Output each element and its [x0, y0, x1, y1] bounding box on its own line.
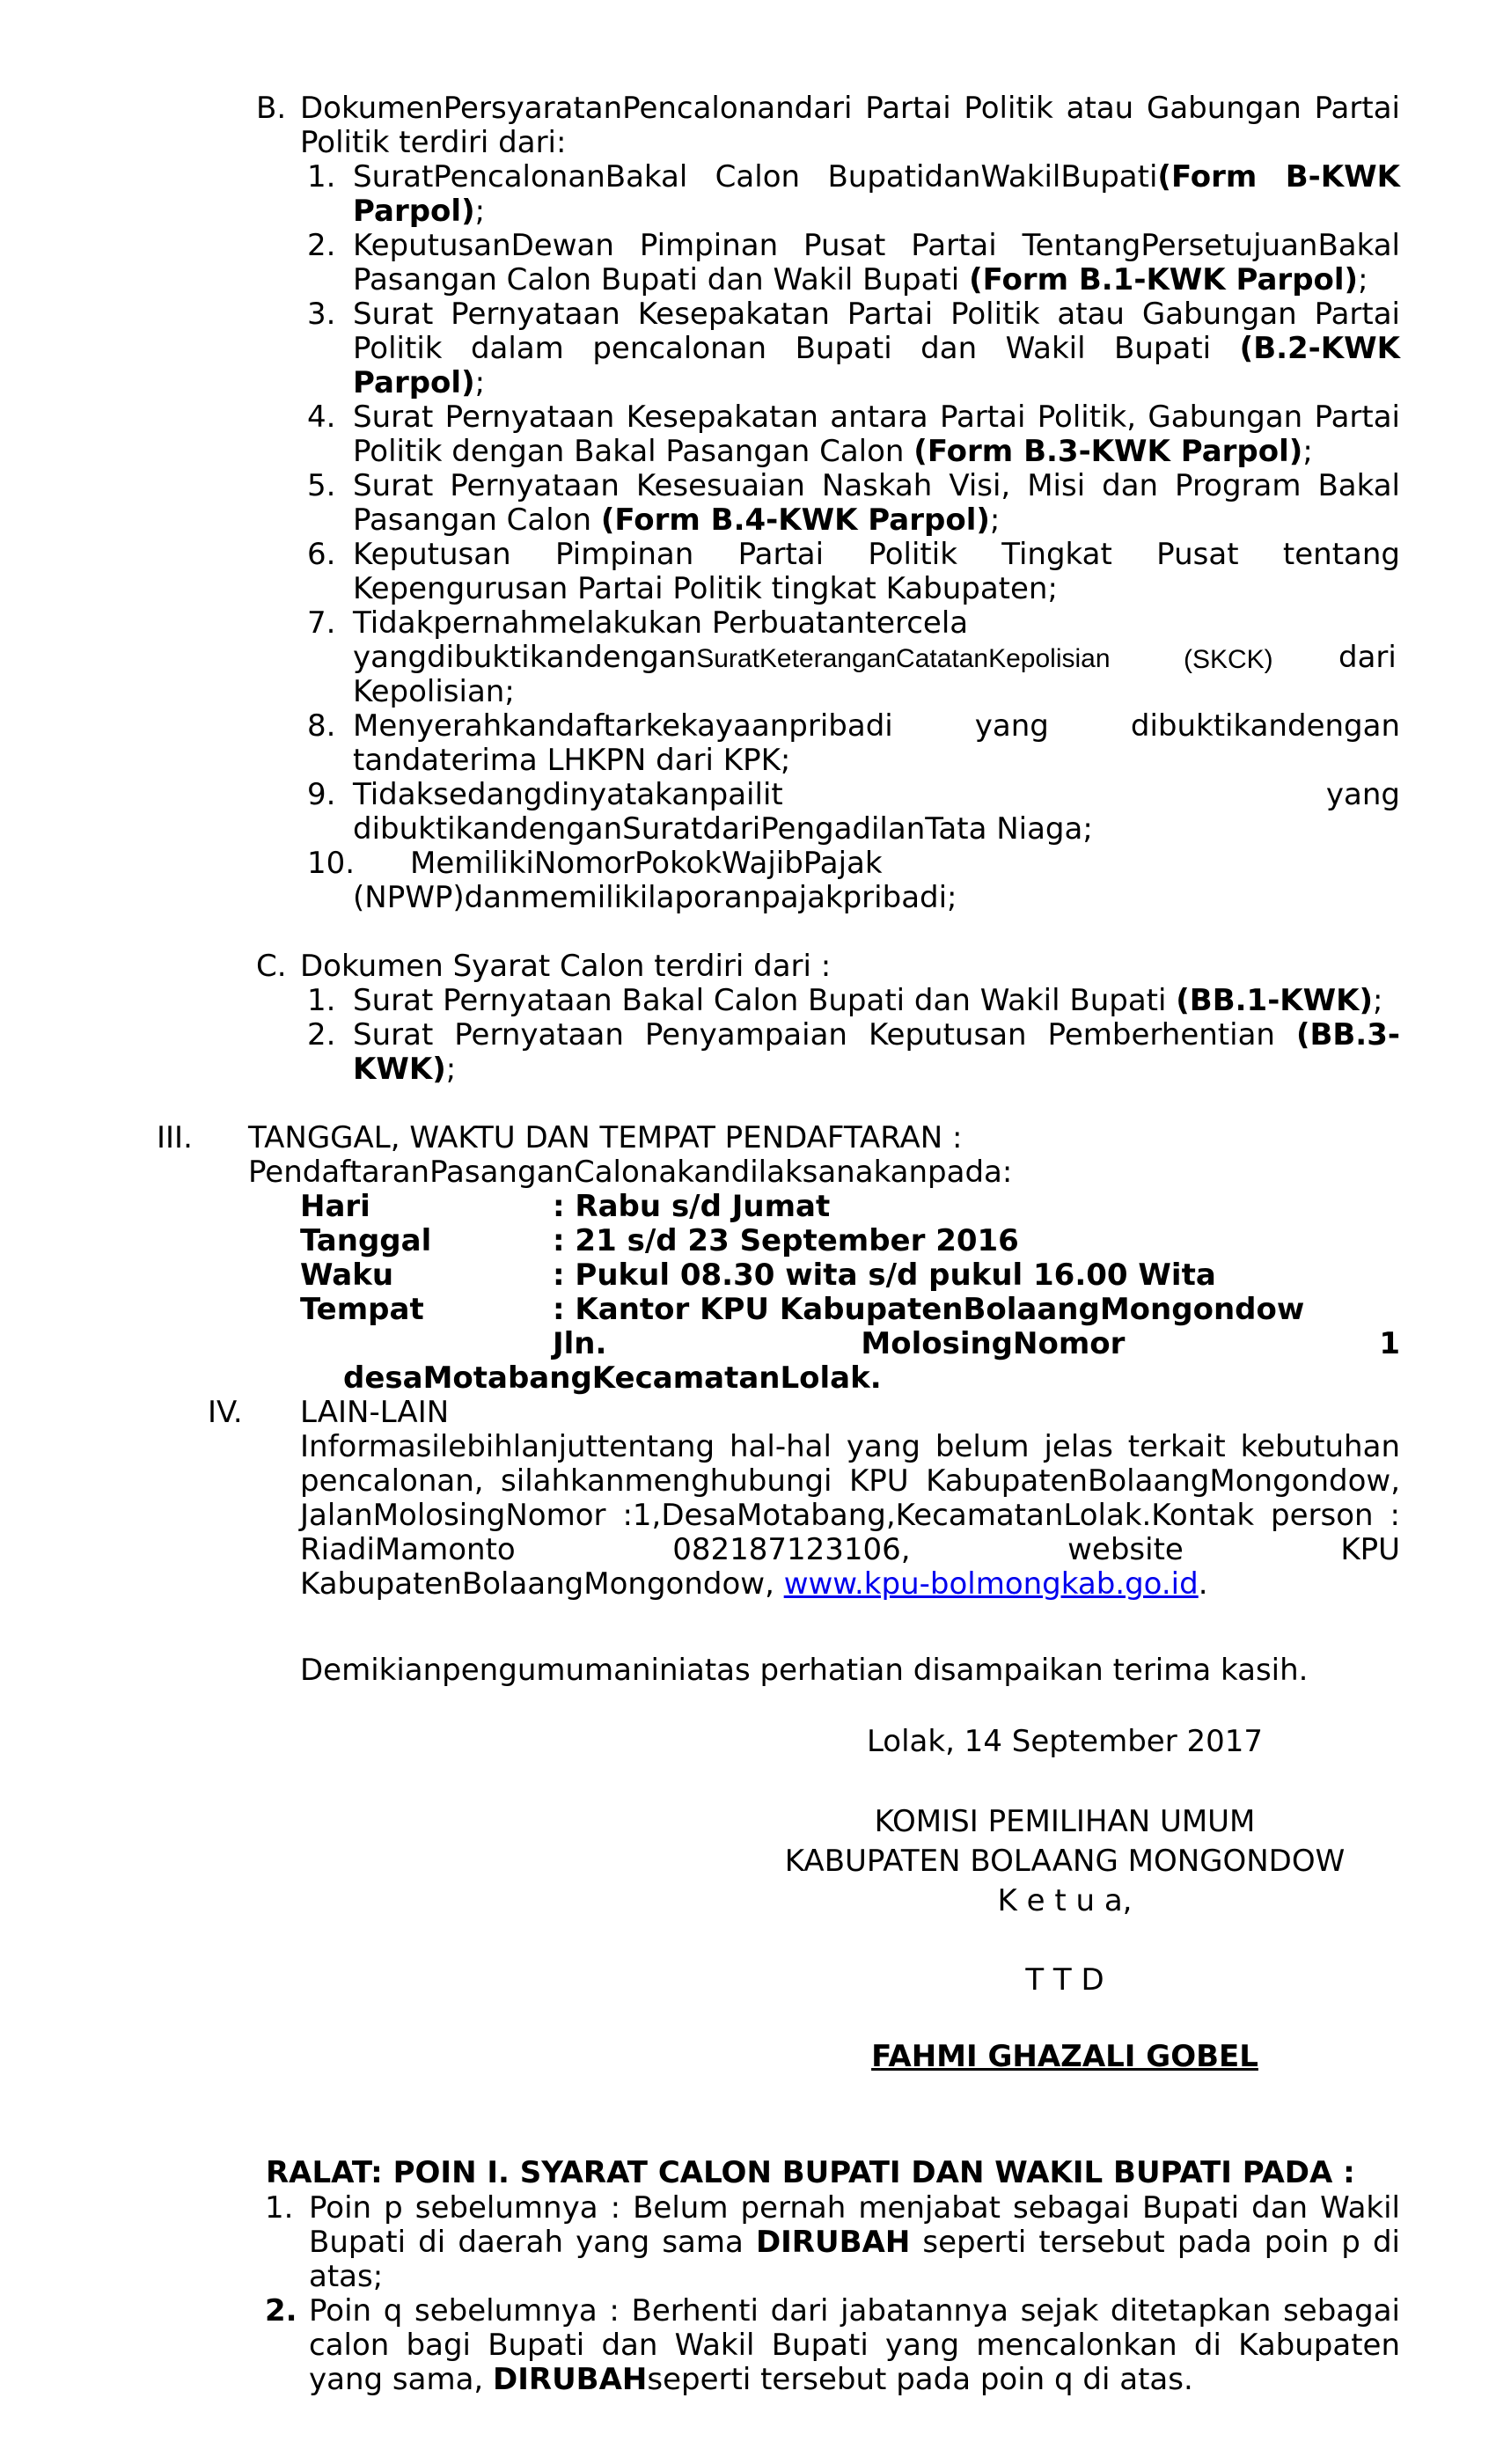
list-number: 5. [307, 468, 336, 503]
list-text-part: ; [1358, 262, 1368, 297]
list-text [353, 1018, 1400, 1052]
ralat-title: RALAT: POIN I. SYARAT CALON BUPATI DAN WAKIL BUPATI PADA : [266, 2155, 1355, 2190]
section-b-intro-line2: Politik terdiri dari: [300, 125, 567, 160]
list-text: Poin q sebelumnya : Berhenti dari jabatannya sejak ditetapkan sebagai [309, 2293, 1400, 2328]
website-link[interactable]: www.kpu-bolmongkab.go.id [783, 1566, 1199, 1602]
list-text-part: seperti tersebut pada poin q di atas. [647, 2362, 1193, 2397]
list-text-part: ; [474, 365, 486, 400]
section-iii-intro: PendaftaranPasanganCalonakandilaksanakanpada: [248, 1155, 1013, 1190]
list-text-part: Surat Pernyataan Penyampaian Keputusan Pemberhentian [353, 1017, 1296, 1052]
organization-line1: KOMISI PEMILIHAN UMUM [874, 1804, 1256, 1839]
organization-line2: KABUPATEN BOLAANG MONGONDOW [784, 1844, 1346, 1879]
list-text [353, 332, 1400, 366]
list-text: Menyerahkandaftarkekayaanpribadi yang dibuktikandengan [353, 708, 1400, 744]
list-text: Kepengurusan Partai Politik tingkat Kabupaten; [353, 571, 1058, 606]
section-b-intro-line1: DokumenPersyaratanPencalonandari Partai Politik atau Gabungan Partai [300, 91, 1400, 126]
list-text-part: yangdibuktikandengan [353, 640, 697, 675]
list-number: 2. [265, 2293, 297, 2328]
section-iii-roman: III. [157, 1120, 193, 1155]
emphasis-text: DIRUBAH [493, 2362, 648, 2397]
list-text: Keputusan Pimpinan Partai Politik Tingkat Pusat tentang [353, 537, 1400, 572]
schedule-address-last: desaMotabangKecamatanLolak. [343, 1360, 882, 1396]
signature-ttd: T T D [1025, 1962, 1104, 1998]
list-number: 1. [265, 2190, 294, 2226]
list-text-part: Surat Pernyataan Bakal Calon Bupati dan Wakil Bupati [353, 983, 1177, 1018]
list-text [353, 160, 1400, 194]
list-text-part: Politik dalam pencalonan Bupati dan Wakil Bupati [353, 331, 1240, 366]
section-iv-paragraph: pencalonan, silahkanmenghubungi KPU KabupatenBolaangMongondow, [300, 1463, 1400, 1499]
list-text: KeputusanDewan Pimpinan Pusat Partai TentangPersetujuanBakal [353, 228, 1400, 263]
list-number: 2. [307, 228, 336, 263]
list-text-part: ; [445, 1052, 457, 1087]
list-text [353, 366, 485, 400]
list-text-part: ; [1302, 434, 1313, 469]
section-iv-paragraph: Informasilebihlanjuttentang hal-hal yang belum jelas terkait kebutuhan [300, 1429, 1400, 1464]
schedule-value: : 21 s/d 23 September 2016 [553, 1223, 1019, 1258]
list-text: Surat Pernyataan Kesesuaian Naskah Visi, Misi dan Program Bakal [353, 468, 1400, 503]
list-text [353, 435, 1313, 469]
list-text: MemilikiNomorPokokWajibPajak [410, 846, 883, 881]
form-code: KWK) [353, 1052, 446, 1087]
list-text: (NPWP)danmemilikilaporanpajakpribadi; [353, 880, 957, 915]
list-number: 4. [307, 400, 336, 435]
list-text [353, 1052, 456, 1087]
form-code: (Form B.4-KWK Parpol) [600, 502, 990, 538]
place-date: Lolak, 14 September 2017 [866, 1724, 1264, 1759]
list-text-part: yang sama, [309, 2362, 494, 2397]
list-text-part: Pasangan Calon Bupati dan Wakil Bupati [353, 262, 970, 297]
schedule-label: Hari [300, 1189, 370, 1224]
section-iv-paragraph: JalanMolosingNomor :1,DesaMotabang,KecamatanLolak.Kontak person : [300, 1498, 1400, 1533]
list-number: 1. [307, 159, 336, 194]
list-text: dibuktikandenganSuratdariPengadilanTata Niaga; [353, 811, 1093, 847]
schedule-label: Waku [300, 1258, 394, 1293]
form-code: (BB.1-KWK) [1176, 983, 1374, 1018]
list-text: tandaterima LHKPN dari KPK; [353, 743, 791, 778]
list-number: 9. [307, 777, 336, 812]
section-c-intro: Dokumen Syarat Calon terdiri dari : [300, 949, 832, 984]
schedule-value: : Kantor KPU KabupatenBolaangMongondow [553, 1292, 1305, 1327]
list-text: Surat Pernyataan Kesepakatan Partai Politik atau Gabungan Partai [353, 297, 1400, 332]
list-text [353, 984, 1383, 1018]
section-iv-roman: IV. [208, 1395, 243, 1430]
list-text-part: ; [989, 502, 1001, 538]
list-number: 10. [307, 846, 356, 881]
list-number: 6. [307, 537, 336, 572]
form-code: (Form B-KWK [1157, 159, 1400, 194]
list-text-part: dari [1338, 640, 1397, 675]
schedule-address-line: Jln. MolosingNomor 1 [553, 1326, 1400, 1361]
form-code: (B.2-KWK [1239, 331, 1400, 366]
section-b-letter: B. [256, 91, 287, 126]
list-number: 2. [307, 1017, 336, 1052]
list-number: 7. [307, 605, 336, 641]
list-text: Surat Pernyataan Kesepakatan antara Partai Politik, Gabungan Partai [353, 400, 1400, 435]
section-c-letter: C. [256, 949, 287, 984]
closing-sentence: Demikianpengumumaniniatas perhatian disampaikan terima kasih. [300, 1653, 1309, 1688]
form-code: (Form B.1-KWK Parpol) [969, 262, 1359, 297]
list-text-part: ; [1373, 983, 1383, 1018]
list-text-part: ; [474, 194, 486, 229]
list-text [353, 194, 485, 229]
list-text-part: Pasangan Calon [353, 502, 601, 538]
list-text-part: seperti tersebut pada poin p di [910, 2225, 1400, 2260]
emphasis-text: DIRUBAH [755, 2225, 911, 2260]
schedule-value: : Pukul 08.30 wita s/d pukul 16.00 Wita [553, 1258, 1216, 1293]
chairman-title: K e t u a, [997, 1883, 1133, 1918]
signatory-name: FAHMI GHAZALI GOBEL [871, 2039, 1258, 2074]
list-text [309, 2363, 1193, 2397]
list-text: Kepolisian; [353, 674, 515, 709]
list-text: calon bagi Bupati dan Wakil Bupati yang mencalonkan di Kabupaten [309, 2328, 1400, 2363]
section-iv-paragraph [300, 1567, 1208, 1602]
list-text-part: SuratPencalonanBakal Calon BupatidanWakilBupati [353, 159, 1158, 194]
list-text-part: Politik dengan Bakal Pasangan Calon [353, 434, 914, 469]
paragraph-text: KabupatenBolaangMongondow, [300, 1566, 784, 1602]
list-text [353, 641, 1111, 676]
list-number: 1. [307, 983, 336, 1018]
paragraph-text: . [1198, 1566, 1208, 1602]
list-text [353, 503, 1000, 538]
form-code: Parpol) [353, 365, 475, 400]
list-text: Poin p sebelumnya : Belum pernah menjabat sebagai Bupati dan Wakil [309, 2190, 1400, 2226]
form-code: (Form B.3-KWK Parpol) [913, 434, 1303, 469]
list-text: Tidakpernahmelakukan Perbuatantercela [353, 605, 969, 641]
list-text-part: Bupati di daerah yang sama [309, 2225, 756, 2260]
section-iv-title: LAIN-LAIN [300, 1395, 450, 1430]
list-text: Tidaksedangdinyatakanpailit yang [353, 777, 1400, 812]
section-iii-title: TANGGAL, WAKTU DAN TEMPAT PENDAFTARAN : [248, 1120, 963, 1155]
form-code: Parpol) [353, 194, 475, 229]
schedule-value: : Rabu s/d Jumat [553, 1189, 831, 1224]
list-text-part: SuratKeteranganCatatanKepolisian [696, 644, 1111, 673]
form-code: (BB.3- [1295, 1017, 1400, 1052]
list-text-part: (SKCK) [1184, 645, 1273, 674]
section-iv-paragraph: RiadiMamonto 082187123106, website KPU [300, 1532, 1400, 1567]
schedule-label: Tempat [300, 1292, 424, 1327]
schedule-label: Tanggal [300, 1223, 432, 1258]
list-number: 3. [307, 297, 336, 332]
list-text: atas; [309, 2259, 384, 2294]
list-text [353, 263, 1368, 297]
list-number: 8. [307, 708, 336, 744]
list-text [309, 2226, 1400, 2260]
